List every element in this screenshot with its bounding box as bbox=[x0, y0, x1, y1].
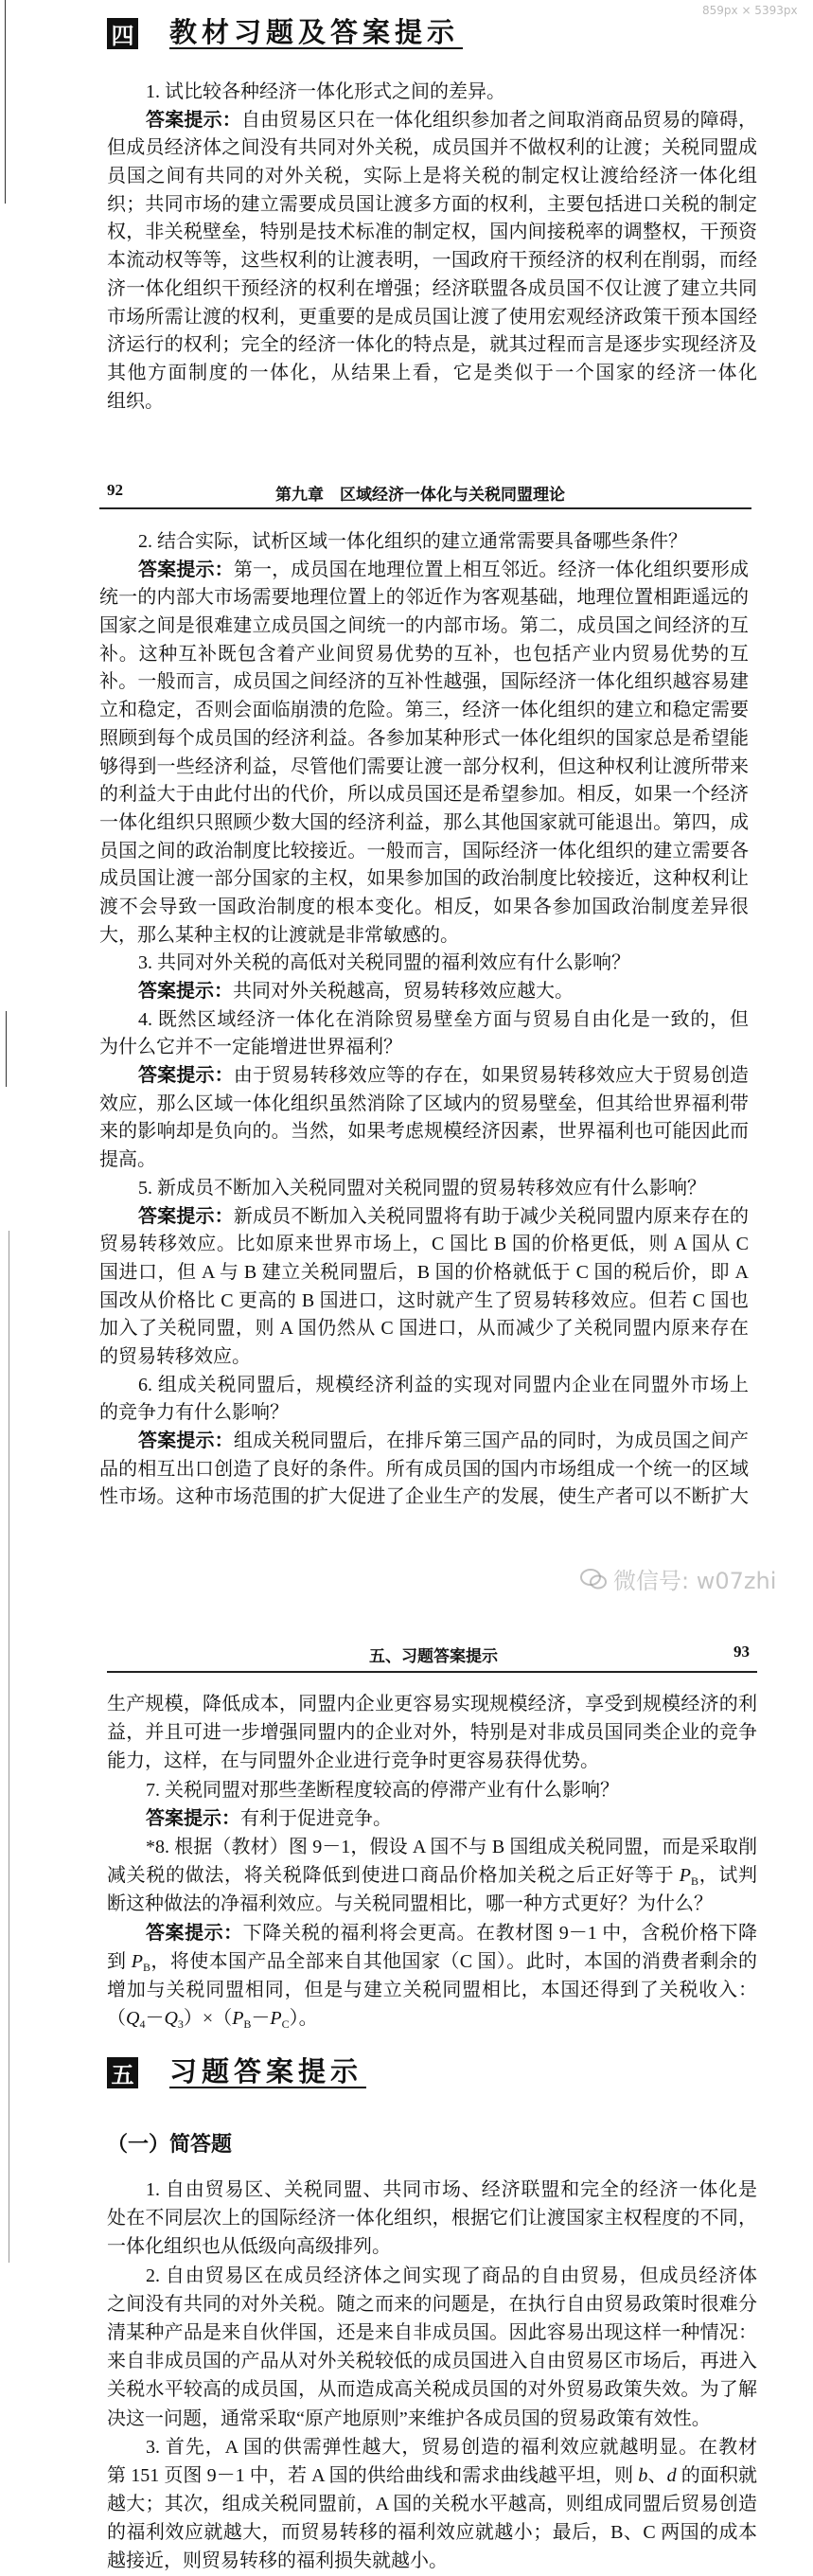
subscript: B bbox=[691, 1874, 699, 1889]
short-answer-items bbox=[107, 2176, 757, 2576]
answer-line: 国改从价格比 C 更高的 B 国进口，这时就产生了贸易转移效应。但若 C 国也 bbox=[99, 1289, 749, 1311]
answer-line: 照顾到每个成员国的经济利益。各参加某种形式一体化组织的国家总是希望能 bbox=[99, 727, 749, 749]
answer-line: 增加与关税同盟相同，但是与建立关税同盟相比，本国还得到了关税收入： bbox=[107, 1979, 757, 2000]
subscript: B bbox=[143, 1960, 151, 1974]
text-segment: 组成关税同盟后，在排斥第三国产品的同时，为成员国之间产 bbox=[233, 1430, 750, 1451]
text-segment: （ bbox=[107, 2008, 126, 2030]
section-number-box: 五 bbox=[107, 2057, 138, 2088]
section-number-box: 四 bbox=[107, 18, 138, 49]
question-line: 越大；其次，组成关税同盟前，A 国的关税水平越高，则组成同盟后贸易创造 bbox=[107, 2494, 757, 2515]
answer-line: 效应，那么区域一体化组织虽然消除了区域内的贸易壁垒，但其给世界福利带 bbox=[99, 1093, 749, 1114]
section-heading-5 bbox=[107, 2057, 366, 2088]
answer-line: 济运行的权利；完全的经济一体化的特点是，就其过程而言是逐步实现经济及 bbox=[107, 334, 757, 356]
answer-label: 答案提示： bbox=[146, 1807, 240, 1829]
question-line: 1. 自由贸易区、关税同盟、共同市场、经济联盟和完全的经济一体化是 bbox=[146, 2179, 757, 2200]
question-line: 5. 新成员不断加入关税同盟对关税同盟的贸易转移效应有什么影响？ bbox=[138, 1177, 706, 1199]
math-symbol: P bbox=[131, 1950, 144, 1972]
text-line: 能力，这样，在与同盟外企业进行竞争时更容易获得优势。 bbox=[107, 1750, 599, 1772]
text-segment: 新成员不断加入关税同盟将有助于减少关税同盟内原来存在的 bbox=[233, 1205, 750, 1227]
question-line bbox=[107, 2461, 757, 2490]
answer-line: 但成员经济体之间没有共同对外关税，成员国并不做权利的让渡；关税同盟成 bbox=[107, 137, 757, 159]
answer-label: 答案提示： bbox=[146, 109, 241, 131]
answer-line: 成员国让渡一部分国家的主权，如果参加国的政治制度比较接近，这种权利让 bbox=[99, 868, 749, 890]
text-segment: 有利于促进竞争。 bbox=[240, 1807, 392, 1829]
text-segment: 的面积就 bbox=[676, 2464, 758, 2486]
math-symbol: P bbox=[232, 2008, 244, 2030]
answer-line bbox=[99, 978, 749, 1006]
section-title: 习题答案提示 bbox=[169, 2057, 366, 2088]
page-number: 93 bbox=[733, 1643, 750, 1661]
math-symbol: d bbox=[666, 2464, 677, 2486]
image-size-label: 859px × 5393px bbox=[702, 4, 798, 17]
answer-line: 补。一般而言，成员国之间经济的互补性越强，国际经济一体化组织越容易建 bbox=[99, 671, 749, 693]
header-rule bbox=[107, 1671, 757, 1673]
question-line bbox=[107, 1861, 757, 1890]
text-segment: 由于贸易转移效应等的存在，如果贸易转移效应大于贸易创造 bbox=[233, 1065, 750, 1087]
answer-line bbox=[107, 2004, 757, 2033]
question-line: 处在不同层次上的国际经济一体化组织，根据它们让渡国家主权程度的不同， bbox=[107, 2208, 757, 2230]
answer-label: 答案提示： bbox=[138, 559, 234, 580]
answer-line: 性市场。这种市场范围的扩大促进了企业生产的发展，使生产者可以不断扩大 bbox=[99, 1486, 749, 1508]
header-rule bbox=[99, 507, 751, 509]
text-segment: ，试判 bbox=[698, 1865, 758, 1887]
answer-line: 加入了关税同盟，则 A 国仍然从 C 国进口，从而减少了关税同盟内原来存在 bbox=[99, 1318, 749, 1340]
subscript: 4 bbox=[139, 2017, 146, 2032]
answer-line: 统一的内部大市场需要地理位置上的邻近作为客观基础，地理位置相距遥远的 bbox=[99, 587, 749, 609]
answer-line bbox=[99, 557, 749, 585]
answer-line: 本流动权等等，这些权利的让渡表明，一国政府干预经济的权利在削弱，而经 bbox=[107, 250, 757, 272]
question-line: 一体化组织也从低级向高级排列。 bbox=[107, 2236, 391, 2258]
answer-line: 其他方面制度的一体化，从结果上看，它是类似于一个国家的经济一体化 bbox=[107, 362, 757, 383]
answer-line: 权，非关税壁垒，特别是技术标准的制定权，国内间接税率的调整权，干预资 bbox=[107, 222, 757, 243]
question-line: 之间没有共同的对外关税。随之而来的问题是，在执行自由贸易政策时很难分 bbox=[107, 2293, 757, 2315]
answer-label: 答案提示： bbox=[138, 1065, 234, 1087]
text-segment: ）×（ bbox=[183, 2008, 233, 2030]
subscript: C bbox=[281, 2017, 290, 2032]
subsection-title: （一）简答题 bbox=[107, 2132, 233, 2156]
text-segment: － bbox=[251, 2008, 271, 2030]
question-line: 7. 关税同盟对那些垄断程度较高的停滞产业有什么影响？ bbox=[146, 1779, 619, 1801]
answer-line: 品的相互出口创造了良好的条件。所有成员国的国内市场组成一个统一的区域 bbox=[99, 1458, 749, 1480]
math-symbol: Q bbox=[164, 2008, 178, 2030]
answer-line bbox=[107, 107, 757, 135]
answer-line bbox=[107, 1919, 757, 1947]
text-segment: 自由贸易区只在一体化组织参加者之间取消商品贸易的障碍， bbox=[240, 109, 758, 131]
answer-label: 答案提示： bbox=[138, 981, 233, 1002]
answer-line bbox=[99, 1062, 749, 1091]
question-line: 3. 首先，A 国的供需弹性越大，贸易创造的福利效应就越明显。在教材 bbox=[146, 2436, 757, 2458]
page2-body bbox=[99, 528, 749, 1512]
question-line: 来自非成员国的产品从对外关税较低的成员国进入自由贸易区市场后，再进入 bbox=[107, 2351, 757, 2372]
answer-line: 国家之间是很难建立成员国之间统一的内部市场。第二，成员国之间经济的互 bbox=[99, 615, 749, 637]
question-line: 为什么它并不一定能增进世界福利？ bbox=[99, 1037, 402, 1058]
answer-line: 员国之间的政治制度比较接近。一般而言，国际经济一体化组织的建立需要各 bbox=[99, 840, 749, 862]
question-line: 2. 结合实际，试析区域一体化组织的建立通常需要具备哪些条件？ bbox=[138, 531, 687, 552]
math-symbol: b bbox=[638, 2464, 648, 2486]
text-line: 益，并且可进一步增强同盟内的企业对外，特别是对非成员国同类企业的竞争 bbox=[107, 1722, 757, 1744]
text-segment: 第 151 页图 9－1 中，若 A 国的供给曲线和需求曲线越平坦，则 bbox=[107, 2464, 639, 2486]
page3-body bbox=[107, 1690, 757, 2033]
answer-line: 一体化组织只照顾少数大国的经济利益，那么其他国家就可能退出。第四，成 bbox=[99, 811, 749, 833]
answer-line: 提高。 bbox=[99, 1149, 156, 1171]
section-title: 教材习题及答案提示 bbox=[169, 18, 463, 49]
text-segment: 到 bbox=[107, 1950, 132, 1972]
answer-line: 够得到一些经济利益，尽管他们需要让渡一部分权利，但这种权利让渡所带来 bbox=[99, 755, 749, 777]
question-line: 断这种做法的净福利效应。与关税同盟相比，哪一种方式更好？为什么？ bbox=[107, 1893, 713, 1915]
answer-line: 员国之间有共同的对外关税，实际上是将关税的制定权让渡给经济一体化组 bbox=[107, 166, 757, 187]
answer-line: 大，那么某种主权的让渡就是非常敏感的。 bbox=[99, 924, 459, 946]
answer-line bbox=[99, 1203, 749, 1232]
scan-edge bbox=[5, 0, 6, 204]
answer-label: 答案提示： bbox=[146, 1922, 243, 1944]
answer-label: 答案提示： bbox=[138, 1205, 234, 1227]
watermark-text: 微信号: w07zhi bbox=[613, 1568, 777, 1594]
question-line: 关税水平较高的成员国，从而造成高关税成员国的对外贸易政策失效。为了解 bbox=[107, 2379, 757, 2401]
math-symbol: P bbox=[679, 1865, 692, 1887]
question-line: 2. 自由贸易区在成员经济体之间实现了商品的自由贸易，但成员经济体 bbox=[146, 2265, 757, 2286]
answer-line: 市场所需让渡的权利，更重要的是成员国让渡了使用宏观经济政策干预本国经 bbox=[107, 306, 757, 328]
answer-line: 的贸易转移效应。 bbox=[99, 1345, 251, 1367]
running-title: 第九章 区域经济一体化与关税同盟理论 bbox=[275, 486, 565, 504]
watermark bbox=[579, 1562, 776, 1595]
question-line: 3. 共同对外关税的高低对关税同盟的福利效应有什么影响？ bbox=[138, 952, 630, 974]
text-segment: 、 bbox=[647, 2464, 667, 2486]
answer-line: 渡不会导致一国政治制度的根本变化。相反，如果各参加国政治制度差异很 bbox=[99, 896, 749, 917]
math-symbol: Q bbox=[126, 2008, 140, 2030]
question-line: 决这一问题，通常采取“原产地原则”来维护各成员国的贸易政策有效性。 bbox=[107, 2407, 711, 2429]
answer-line: 织；共同市场的建立需要成员国让渡多方面的权利，主要包括进口关税的制定 bbox=[107, 193, 757, 215]
answer-line: 国进口，但 A 与 B 建立关税同盟后，B 国的价格就低于 C 国的税后价，即 A bbox=[99, 1261, 749, 1283]
question-line: *8. 根据（教材）图 9－1，假设 A 国不与 B 国组成关税同盟，而是采取削 bbox=[146, 1836, 757, 1857]
text-segment: 共同对外关税越高，贸易转移效应越大。 bbox=[233, 981, 574, 1002]
answer-label: 答案提示： bbox=[138, 1430, 234, 1451]
answer-line: 贸易转移效应。比如原来世界市场上，C 国比 B 国的价格更低，则 A 国从 C bbox=[99, 1234, 749, 1255]
question-line: 1. 试比较各种经济一体化形式之间的差异。 bbox=[146, 81, 505, 102]
wechat-icon bbox=[579, 1567, 608, 1591]
question-line: 的福利效应就越大，而贸易转移的福利效应就越小；最后，B、C 两国的成本 bbox=[107, 2522, 757, 2544]
section-heading-4 bbox=[107, 18, 463, 49]
text-segment: 下降关税的福利将会更高。在教材图 9－1 中，含税价格下降 bbox=[242, 1922, 758, 1944]
answer-line bbox=[107, 1804, 757, 1833]
text-segment: 第一，成员国在地理位置上相互邻近。经济一体化组织要形成 bbox=[233, 559, 750, 580]
answer-line: 组织。 bbox=[107, 390, 164, 412]
subscript: 3 bbox=[177, 2017, 184, 2032]
text-line: 生产规模，降低成本，同盟内企业更容易实现规模经济，享受到规模经济的利 bbox=[107, 1694, 757, 1714]
answer-line: 来的影响却是负向的。当然，如果考虑规模经济因素，世界福利也可能因此而 bbox=[99, 1121, 749, 1143]
answer-line: 济一体化组织干预经济的权利在增强；经济联盟各成员国不仅让渡了建立共同 bbox=[107, 277, 757, 299]
question-line: 6. 组成关税同盟后，规模经济利益的实现对同盟内企业在同盟外市场上 bbox=[138, 1374, 749, 1395]
text-segment: － bbox=[145, 2008, 165, 2030]
text-segment: 减关税的做法，将关税降低到使进口商品价格加关税之后正好等于 bbox=[107, 1865, 680, 1887]
scan-edge bbox=[6, 1011, 7, 1087]
answer-line: 的利益大于由此付出的代价，所以成员国还是希望参加。相反，如果一个经济 bbox=[99, 784, 749, 806]
page-number: 92 bbox=[107, 481, 123, 499]
answer-line bbox=[99, 1428, 749, 1456]
question-line: 越接近，则贸易转移的福利损失就越小。 bbox=[107, 2550, 448, 2572]
answer-line bbox=[107, 1947, 757, 1976]
question-line: 的竞争力有什么影响？ bbox=[99, 1402, 289, 1424]
answer-line: 立和稳定，否则会面临崩溃的危险。第三，经济一体化组织的建立和稳定需要 bbox=[99, 700, 749, 721]
question-line: 清某种产品是来自伙伴国，还是来自非成员国。因此容易出现这样一种情况： bbox=[107, 2321, 757, 2343]
answer-line: 补。这种互补既包含着产业间贸易优势的互补，也包括产业内贸易优势的互 bbox=[99, 643, 749, 665]
question-line: 4. 既然区域经济一体化在消除贸易壁垒方面与贸易自由化是一致的，但 bbox=[138, 1008, 749, 1030]
running-title: 五、习题答案提示 bbox=[369, 1647, 498, 1665]
text-segment: ）。 bbox=[289, 2008, 318, 2030]
subscript: B bbox=[243, 2017, 252, 2032]
text-segment: ，将使本国产品全部来自其他国家（C 国）。此时，本国的消费者剩余的 bbox=[150, 1950, 758, 1972]
math-symbol: P bbox=[270, 2008, 282, 2030]
page1-body bbox=[107, 79, 757, 416]
